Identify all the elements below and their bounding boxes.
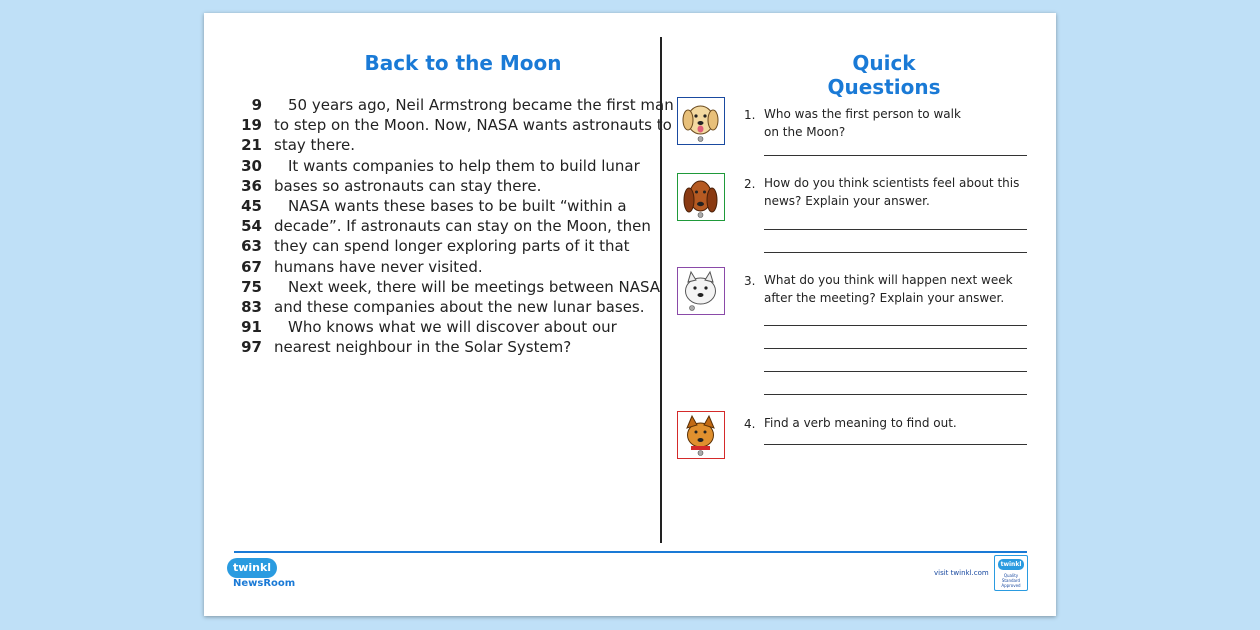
story-line	[238, 176, 668, 196]
logo-brand: twinkl	[227, 558, 277, 578]
white-husky-dog-icon	[677, 267, 725, 315]
visit-link[interactable]: visit twinkl.com	[934, 569, 989, 577]
terrier-dog-icon	[677, 411, 725, 459]
footer-rule	[234, 551, 1027, 553]
question-2-number: 2.	[744, 177, 756, 191]
quality-badge	[994, 555, 1028, 591]
story-line-text: to step on the Moon. Now, NASA wants astronauts to	[274, 116, 672, 135]
answer-line[interactable]	[764, 348, 1027, 349]
question-3-number: 3.	[744, 274, 756, 288]
story-line-text: NASA wants these bases to be built “within a	[288, 196, 627, 215]
word-count: 54	[241, 217, 262, 236]
answer-line[interactable]	[764, 252, 1027, 253]
story-line	[238, 156, 668, 176]
logo-subtitle: NewsRoom	[233, 578, 296, 589]
story-line	[238, 216, 668, 236]
story-line-text: decade”. If astronauts can stay on the Moon, then	[274, 217, 651, 236]
word-count: 83	[241, 297, 262, 316]
story-line	[238, 297, 668, 317]
word-count: 63	[241, 237, 262, 256]
story-text	[238, 95, 674, 357]
story-line-text: stay there.	[274, 136, 355, 155]
question-4-number: 4.	[744, 417, 756, 431]
story-title: Back to the Moon	[364, 51, 562, 75]
question-2-text: How do you think scientists feel about this news? Explain your answer.	[764, 176, 1020, 208]
story-line	[238, 337, 668, 357]
questions-title: Quick Questions	[827, 51, 941, 99]
word-count: 30	[241, 156, 262, 175]
answer-line[interactable]	[764, 325, 1027, 326]
answer-line[interactable]	[764, 394, 1027, 395]
story-line	[238, 236, 668, 256]
question-1-number: 1.	[744, 108, 756, 122]
word-count: 21	[241, 136, 262, 155]
story-line-text: and these companies about the new lunar bases.	[274, 297, 645, 316]
story-line-text: bases so astronauts can stay there.	[274, 176, 542, 195]
story-line	[238, 257, 668, 277]
word-count: 19	[241, 116, 262, 135]
story-line-text: humans have never visited.	[274, 257, 483, 276]
story-line-text: Who knows what we will discover about our	[288, 318, 617, 337]
answer-line[interactable]	[764, 444, 1027, 445]
story-line	[238, 135, 668, 155]
word-count: 9	[251, 96, 262, 114]
word-count: 36	[241, 176, 262, 195]
story-line-text: they can spend longer exploring parts of it that	[274, 237, 630, 256]
story-line-text: nearest neighbour in the Solar System?	[274, 338, 572, 357]
story-line	[238, 95, 674, 115]
answer-line[interactable]	[764, 371, 1027, 372]
question-4-text: Find a verb meaning to find out.	[764, 416, 957, 430]
word-count: 45	[241, 196, 262, 215]
story-line	[238, 317, 668, 337]
word-count: 97	[241, 338, 262, 357]
bloodhound-dog-icon	[677, 173, 725, 221]
word-count: 75	[241, 277, 262, 296]
story-line	[238, 115, 672, 135]
story-line-text: Next week, there will be meetings between NASA	[288, 277, 661, 296]
twinkl-newsroom-logo[interactable]	[227, 558, 296, 594]
question-1-text: Who was the first person to walk on the Moon?	[764, 107, 961, 139]
word-count: 67	[241, 257, 262, 276]
golden-retriever-dog-icon	[677, 97, 725, 145]
question-3-text: What do you think will happen next week after the meeting? Explain your answer.	[764, 273, 1013, 305]
worksheet-page	[204, 13, 1056, 616]
story-line-text: 50 years ago, Neil Armstrong became the first man	[288, 96, 674, 114]
story-line	[238, 196, 668, 216]
badge-text: Quality Standard Approved	[1001, 573, 1021, 588]
answer-line[interactable]	[764, 229, 1027, 230]
answer-line[interactable]	[764, 155, 1027, 156]
badge-brand: twinkl	[998, 559, 1024, 570]
story-line-text: It wants companies to help them to build lunar	[288, 156, 640, 175]
word-count: 91	[241, 318, 262, 337]
story-line	[238, 277, 668, 297]
